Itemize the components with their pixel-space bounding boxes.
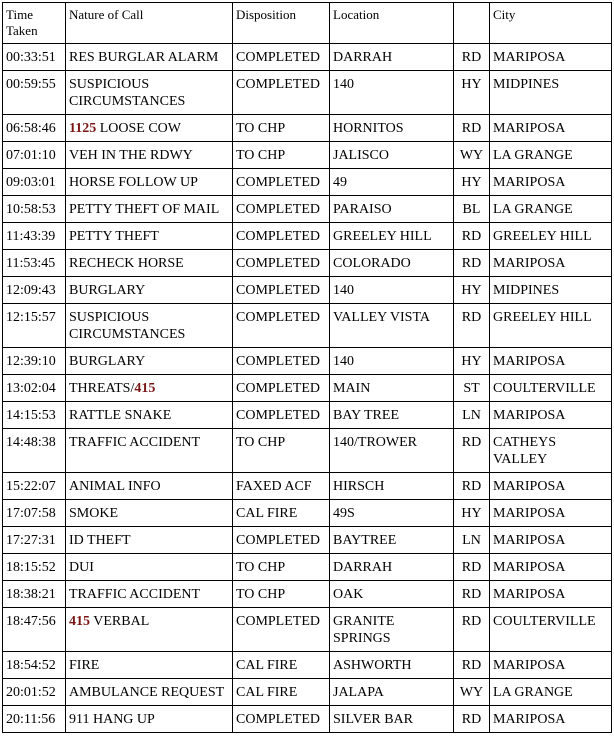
disposition-cell: CAL FIRE	[233, 500, 330, 527]
time-taken-cell: 14:48:38	[3, 429, 66, 473]
location-cell: HORNITOS	[330, 115, 454, 142]
call-description: SUSPICIOUS CIRCUMSTANCES	[69, 310, 186, 342]
call-description: 911 HANG UP	[69, 712, 155, 727]
nature-of-call-cell	[66, 44, 233, 71]
city-cell: MARIPOSA	[490, 44, 612, 71]
city-cell: LA GRANGE	[490, 679, 612, 706]
time-taken-cell: 12:39:10	[3, 348, 66, 375]
table-row	[3, 375, 612, 402]
header-location: Location	[330, 3, 454, 44]
table-row	[3, 500, 612, 527]
city-cell: GREELEY HILL	[490, 304, 612, 348]
time-taken-cell: 07:01:10	[3, 142, 66, 169]
table-row	[3, 169, 612, 196]
location-cell: PARAISO	[330, 196, 454, 223]
nature-of-call-cell	[66, 679, 233, 706]
street-type-cell: RD	[454, 554, 490, 581]
nature-of-call-cell	[66, 608, 233, 652]
call-description: FIRE	[69, 658, 100, 673]
disposition-cell: COMPLETED	[233, 608, 330, 652]
nature-of-call-cell	[66, 473, 233, 500]
table-row	[3, 581, 612, 608]
call-description: ID THEFT	[69, 533, 131, 548]
time-taken-cell: 17:07:58	[3, 500, 66, 527]
location-cell: GREELEY HILL	[330, 223, 454, 250]
nature-of-call-cell	[66, 169, 233, 196]
call-description: TRAFFIC ACCIDENT	[69, 435, 201, 450]
disposition-cell: TO CHP	[233, 581, 330, 608]
header-street-type	[454, 3, 490, 44]
disposition-cell: COMPLETED	[233, 223, 330, 250]
call-description: VERBAL	[93, 614, 150, 629]
time-taken-cell: 11:43:39	[3, 223, 66, 250]
disposition-cell: CAL FIRE	[233, 652, 330, 679]
call-code: 415	[69, 614, 90, 629]
street-type-cell: HY	[454, 71, 490, 115]
call-description: LOOSE COW	[99, 121, 182, 136]
location-cell: GRANITE SPRINGS	[330, 608, 454, 652]
street-type-cell: RD	[454, 473, 490, 500]
disposition-cell: COMPLETED	[233, 527, 330, 554]
location-cell: JALISCO	[330, 142, 454, 169]
table-row	[3, 71, 612, 115]
city-cell: MARIPOSA	[490, 115, 612, 142]
disposition-cell: COMPLETED	[233, 71, 330, 115]
street-type-cell: HY	[454, 500, 490, 527]
location-cell: DARRAH	[330, 44, 454, 71]
call-description: HORSE FOLLOW UP	[69, 175, 198, 190]
disposition-cell: COMPLETED	[233, 304, 330, 348]
street-type-cell: RD	[454, 652, 490, 679]
nature-of-call-cell	[66, 71, 233, 115]
nature-of-call-cell	[66, 223, 233, 250]
call-description: TRAFFIC ACCIDENT	[69, 587, 201, 602]
disposition-cell: COMPLETED	[233, 706, 330, 733]
time-taken-cell: 18:47:56	[3, 608, 66, 652]
nature-of-call-cell	[66, 142, 233, 169]
time-taken-cell: 11:53:45	[3, 250, 66, 277]
header-time-taken: Time Taken	[3, 3, 66, 44]
time-taken-cell: 14:15:53	[3, 402, 66, 429]
call-description: AMBULANCE REQUEST	[69, 685, 225, 700]
time-taken-cell: 15:22:07	[3, 473, 66, 500]
time-taken-cell: 20:11:56	[3, 706, 66, 733]
dispatch-log-body	[3, 44, 612, 733]
call-description: PETTY THEFT	[69, 229, 159, 244]
table-row	[3, 554, 612, 581]
header-city: City	[490, 3, 612, 44]
city-cell: GREELEY HILL	[490, 223, 612, 250]
street-type-cell: RD	[454, 44, 490, 71]
call-description: SUSPICIOUS CIRCUMSTANCES	[69, 77, 186, 109]
call-description: BURGLARY	[69, 283, 146, 298]
nature-of-call-cell	[66, 429, 233, 473]
nature-of-call-cell	[66, 500, 233, 527]
street-type-cell: RD	[454, 304, 490, 348]
city-cell: COULTERVILLE	[490, 375, 612, 402]
city-cell: MARIPOSA	[490, 348, 612, 375]
street-type-cell: RD	[454, 250, 490, 277]
disposition-cell: COMPLETED	[233, 348, 330, 375]
disposition-cell: FAXED ACF	[233, 473, 330, 500]
city-cell: MARIPOSA	[490, 169, 612, 196]
street-type-cell: ST	[454, 375, 490, 402]
location-cell: COLORADO	[330, 250, 454, 277]
nature-of-call-cell	[66, 250, 233, 277]
time-taken-cell: 06:58:46	[3, 115, 66, 142]
city-cell: MARIPOSA	[490, 706, 612, 733]
nature-of-call-cell	[66, 348, 233, 375]
time-taken-cell: 18:15:52	[3, 554, 66, 581]
city-cell: CATHEYS VALLEY	[490, 429, 612, 473]
location-cell: 49	[330, 169, 454, 196]
disposition-cell: TO CHP	[233, 554, 330, 581]
header-disposition: Disposition	[233, 3, 330, 44]
disposition-cell: TO CHP	[233, 115, 330, 142]
call-description: VEH IN THE RDWY	[69, 148, 193, 163]
header-row	[3, 3, 612, 44]
table-row	[3, 115, 612, 142]
city-cell: COULTERVILLE	[490, 608, 612, 652]
city-cell: MARIPOSA	[490, 500, 612, 527]
table-row	[3, 304, 612, 348]
street-type-cell: BL	[454, 196, 490, 223]
street-type-cell: LN	[454, 402, 490, 429]
table-row	[3, 277, 612, 304]
call-description: BURGLARY	[69, 354, 146, 369]
disposition-cell: COMPLETED	[233, 250, 330, 277]
city-cell: MARIPOSA	[490, 473, 612, 500]
street-type-cell: HY	[454, 169, 490, 196]
time-taken-cell: 13:02:04	[3, 375, 66, 402]
call-code: 1125	[69, 121, 97, 136]
location-cell: MAIN	[330, 375, 454, 402]
nature-of-call-cell	[66, 304, 233, 348]
call-code: 415	[134, 381, 156, 396]
street-type-cell: RD	[454, 223, 490, 250]
nature-of-call-cell	[66, 527, 233, 554]
city-cell: MARIPOSA	[490, 581, 612, 608]
street-type-cell: RD	[454, 429, 490, 473]
call-description: PETTY THEFT OF MAIL	[69, 202, 220, 217]
nature-of-call-cell	[66, 402, 233, 429]
call-description: RECHECK HORSE	[69, 256, 184, 271]
table-row	[3, 473, 612, 500]
location-cell: DARRAH	[330, 554, 454, 581]
table-row	[3, 44, 612, 71]
city-cell: LA GRANGE	[490, 142, 612, 169]
location-cell: 140	[330, 348, 454, 375]
time-taken-cell: 17:27:31	[3, 527, 66, 554]
table-row	[3, 706, 612, 733]
street-type-cell: LN	[454, 527, 490, 554]
disposition-cell: TO CHP	[233, 142, 330, 169]
city-cell: MARIPOSA	[490, 250, 612, 277]
street-type-cell: HY	[454, 348, 490, 375]
city-cell: MARIPOSA	[490, 527, 612, 554]
location-cell: 140	[330, 277, 454, 304]
nature-of-call-cell	[66, 115, 233, 142]
disposition-cell: COMPLETED	[233, 169, 330, 196]
location-cell: OAK	[330, 581, 454, 608]
time-taken-cell: 12:15:57	[3, 304, 66, 348]
street-type-cell: RD	[454, 115, 490, 142]
disposition-cell: COMPLETED	[233, 375, 330, 402]
call-description: RATTLE SNAKE	[69, 408, 172, 423]
time-taken-cell: 00:33:51	[3, 44, 66, 71]
nature-of-call-cell	[66, 652, 233, 679]
location-cell: 49S	[330, 500, 454, 527]
nature-of-call-cell	[66, 581, 233, 608]
nature-of-call-cell	[66, 196, 233, 223]
table-row	[3, 196, 612, 223]
time-taken-cell: 18:54:52	[3, 652, 66, 679]
disposition-cell: TO CHP	[233, 429, 330, 473]
call-description: ANIMAL INFO	[69, 479, 161, 494]
location-cell: ASHWORTH	[330, 652, 454, 679]
table-row	[3, 527, 612, 554]
location-cell: JALAPA	[330, 679, 454, 706]
street-type-cell: RD	[454, 581, 490, 608]
street-type-cell: RD	[454, 608, 490, 652]
call-description: DUI	[69, 560, 94, 575]
nature-of-call-cell	[66, 375, 233, 402]
table-row	[3, 223, 612, 250]
city-cell: MIDPINES	[490, 71, 612, 115]
nature-of-call-cell	[66, 554, 233, 581]
table-row	[3, 250, 612, 277]
city-cell: MIDPINES	[490, 277, 612, 304]
time-taken-cell: 20:01:52	[3, 679, 66, 706]
location-cell: SILVER BAR	[330, 706, 454, 733]
call-description: SMOKE	[69, 506, 119, 521]
nature-of-call-cell	[66, 706, 233, 733]
call-description: THREATS/	[69, 381, 135, 396]
time-taken-cell: 10:58:53	[3, 196, 66, 223]
dispatch-log-table	[2, 2, 612, 733]
nature-of-call-cell	[66, 277, 233, 304]
location-cell: VALLEY VISTA	[330, 304, 454, 348]
table-row	[3, 348, 612, 375]
time-taken-cell: 12:09:43	[3, 277, 66, 304]
time-taken-cell: 00:59:55	[3, 71, 66, 115]
table-row	[3, 142, 612, 169]
disposition-cell: CAL FIRE	[233, 679, 330, 706]
street-type-cell: WY	[454, 679, 490, 706]
street-type-cell: HY	[454, 277, 490, 304]
call-description: RES BURGLAR ALARM	[69, 50, 219, 65]
street-type-cell: RD	[454, 706, 490, 733]
disposition-cell: COMPLETED	[233, 196, 330, 223]
time-taken-cell: 18:38:21	[3, 581, 66, 608]
table-row	[3, 429, 612, 473]
street-type-cell: WY	[454, 142, 490, 169]
location-cell: 140	[330, 71, 454, 115]
city-cell: MARIPOSA	[490, 402, 612, 429]
table-row	[3, 402, 612, 429]
location-cell: 140/TROWER	[330, 429, 454, 473]
city-cell: MARIPOSA	[490, 554, 612, 581]
disposition-cell: COMPLETED	[233, 44, 330, 71]
table-row	[3, 679, 612, 706]
location-cell: BAYTREE	[330, 527, 454, 554]
location-cell: BAY TREE	[330, 402, 454, 429]
table-row	[3, 652, 612, 679]
city-cell: MARIPOSA	[490, 652, 612, 679]
city-cell: LA GRANGE	[490, 196, 612, 223]
table-row	[3, 608, 612, 652]
disposition-cell: COMPLETED	[233, 277, 330, 304]
time-taken-cell: 09:03:01	[3, 169, 66, 196]
disposition-cell: COMPLETED	[233, 402, 330, 429]
header-nature-of-call: Nature of Call	[66, 3, 233, 44]
location-cell: HIRSCH	[330, 473, 454, 500]
